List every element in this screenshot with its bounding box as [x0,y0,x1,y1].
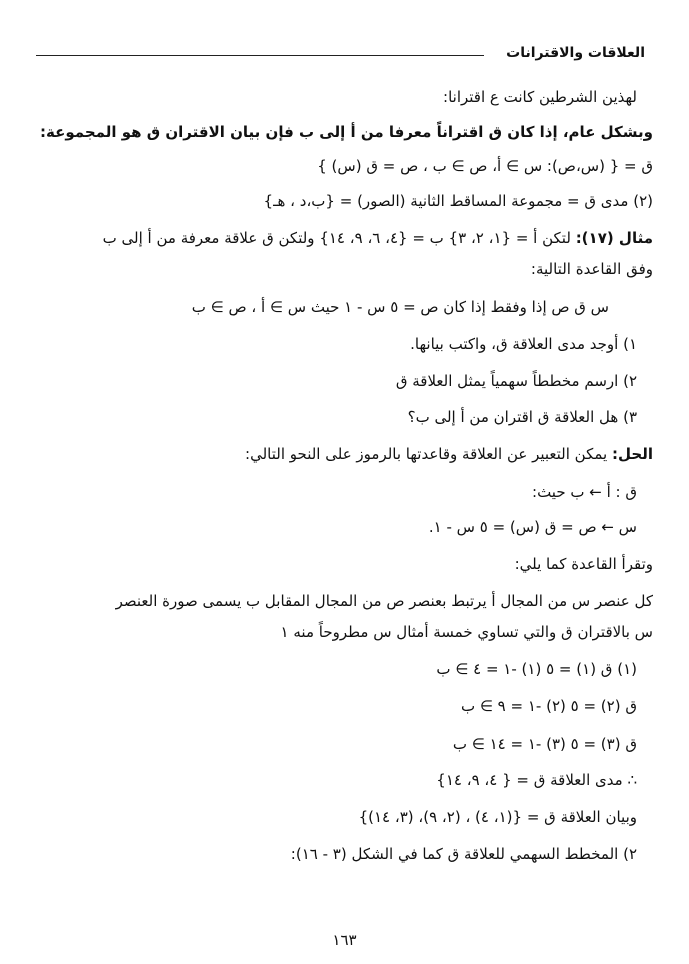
text-line: لهذين الشرطين كانت ع اقترانا: [443,88,637,106]
text-line: ٢) المخطط السهمي للعلاقة ق كما في الشكل (٣ - ١٦): [290,845,637,863]
calc-line: وبيان العلاقة ق = {(١، ٤) ، (٢، ٩)، (٣، ١٤)} [358,808,637,826]
question-item: ١) أوجد مدى العلاقة ق، واكتب بيانها. [410,335,637,353]
solution-label: الحل: [612,445,653,463]
example-label: مثال (١٧): [575,229,653,247]
calc-line: ق (٣) = ٥ (٣) -١ = ١٤ ∋ ب [452,735,637,753]
question-item: ٢) ارسم مخططاً سهمياً يمثل العلاقة ق [395,372,637,390]
rule-line: س ق ص إذا وفقط إذا كان ص = ٥ س - ١ حيث س ∋ أ ، ص ∋ ب [191,298,609,316]
page-number: ١٦٣ [332,931,357,949]
solution-text: يمكن التعبير عن العلاقة وقاعدتها بالرموز على النحو التالي: [245,445,608,463]
text-line: وتقرأ القاعدة كما يلي: [514,555,653,573]
text-line: كل عنصر س من المجال أ يرتبط بعنصر ص من المجال المقابل ب يسمى صورة العنصر [115,592,653,610]
text-line: وفق القاعدة التالية: [530,260,653,278]
question-item: ٣) هل العلاقة ق اقتران من أ إلى ب؟ [407,408,637,426]
calc-line: (١) ق (١) = ٥ (١) -١ = ٤ ∋ ب [436,660,637,678]
header-rule [36,55,484,56]
text-line: وبشكل عام، إذا كان ق اقتراناً معرفا من أ إلى ب فإن بيان الاقتران ق هو المجموعة: [40,123,653,141]
running-header-title: العلاقات والاقترانات [506,45,645,61]
solution-line [245,443,653,465]
formula-line: ق = { (س،ص): س ∋ أ، ص ∋ ب ، ص = ق (س) } [317,157,653,175]
text-line: س بالاقتران ق والتي تساوي خمسة أمثال س مطروحاً منه ١ [280,623,653,641]
text-line: (٢) مدى ق = مجموعة المساقط الثانية (الصور) = {ب،د ، هـ} [263,192,653,210]
calc-line: ∴ مدى العلاقة ق = { ٤، ٩، ١٤} [436,771,637,789]
calc-line: ق (٢) = ٥ (٢) -١ = ٩ ∋ ب [460,697,637,715]
example-text: لتكن أ = {١، ٢، ٣} ب = {٤، ٦، ٩، ١٤} ولتكن ق علاقة معرفة من أ إلى ب [102,229,571,247]
formula-line: س ← ص = ق (س) = ٥ س - ١. [428,518,637,536]
example-line [103,227,653,249]
formula-line: ق : أ ← ب حيث: [532,483,637,501]
